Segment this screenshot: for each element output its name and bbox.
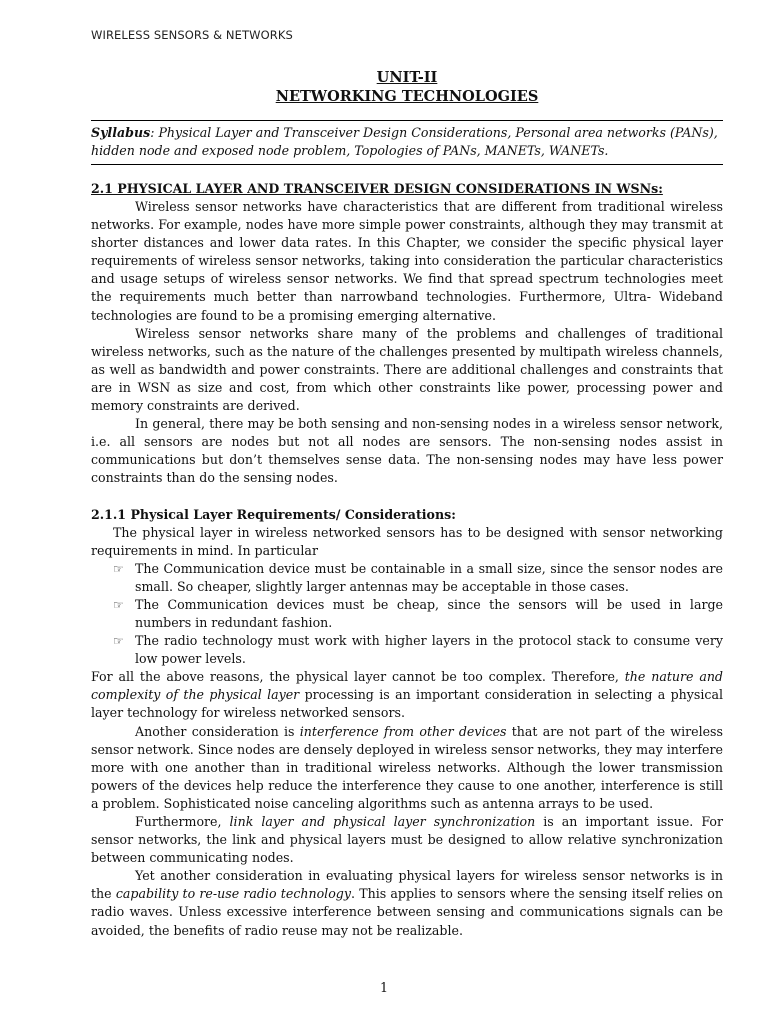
list-item: [113, 632, 723, 668]
unit-number: UNIT-II: [376, 69, 438, 86]
list-item-text: The Communication devices must be cheap, since the sensors will be used in large numbers in redundant fashion.: [135, 596, 723, 630]
paragraph: Wireless sensor networks share many of the problems and challenges of traditional wireless networks, such as the nature of the challenges presented by multipath wireless channels, as well as bandwidth and power constraints. There are additional challenges and constraints that are in WSN as size and cost, from which other constraints like power, processing power and memory constraints are derived.: [91, 325, 723, 414]
section-heading-2-1: 2.1 PHYSICAL LAYER AND TRANSCEIVER DESIGN CONSIDERATIONS IN WSNs:: [91, 181, 663, 196]
syllabus-label: Syllabus: [91, 125, 151, 140]
text-run: is an important issue. For sensor networks, the link and physical layers must be designed to allow relative synchronization between communicating nodes.: [91, 814, 723, 866]
unit-title: [91, 68, 723, 106]
paragraph: [91, 668, 723, 722]
emphasis-text: capability to re-use radio technology: [115, 886, 351, 902]
running-header: WIRELESS SENSORS & NETWORKS: [91, 28, 293, 42]
pointing-hand-icon: ☞: [113, 634, 124, 649]
pointing-hand-icon: ☞: [113, 597, 124, 612]
text-run: Yet another consideration in evaluating physical layers for wireless sensor networks is in the: [91, 868, 723, 902]
emphasis-text: the nature and complexity of the physical layer: [91, 669, 723, 703]
text-run: Another consideration is: [135, 723, 300, 739]
text-run: For all the above reasons, the physical layer cannot be too complex. Therefore,: [91, 669, 625, 685]
paragraph: The physical layer in wireless networked sensors has to be designed with sensor networking requirements in mind. In particular: [91, 524, 723, 558]
document-page: [91, 28, 723, 940]
requirements-list: [91, 560, 723, 669]
list-item-text: The Communication device must be containable in a small size, since the sensor nodes are small. So cheaper, slightly larger antennas may be acceptable in those cases.: [135, 560, 723, 594]
pointing-hand-icon: ☞: [113, 561, 124, 576]
unit-name: NETWORKING TECHNOLOGIES: [275, 88, 539, 105]
list-item: [113, 596, 723, 632]
list-item: [113, 560, 723, 596]
emphasis-text: link layer and physical layer synchronization: [229, 814, 536, 829]
paragraph: In general, there may be both sensing and non-sensing nodes in a wireless sensor network, i.e. all sensors are nodes but not all nodes are sensors. The non-sensing nodes assist in communications but don’t themselves sense data. The non-sensing nodes may have less power constraints than do the sensing nodes.: [91, 416, 723, 486]
syllabus-block: [91, 120, 723, 165]
text-run: Furthermore,: [135, 814, 230, 829]
text-run: . This applies to sensors where the sensing itself relies on radio waves. Unless excessive interference between sensing and communications signals can be avoided, the benefits of radio reuse may not be realizable.: [91, 886, 723, 938]
text-run: processing is an important consideration in selecting a physical layer technology for wireless networked sensors.: [91, 687, 723, 721]
subsection-heading-2-1-1: 2.1.1 Physical Layer Requirements/ Considerations:: [91, 506, 456, 522]
text-run: that are not part of the wireless sensor network. Since nodes are densely deployed in wireless sensor networks, they may interfere more with one another than in traditional wireless networks. Although the lower transmission powers of the devices help reduce the interference they cause to one another, interference is still a problem. Sophisticated noise canceling algorithms such as antenna arrays to be used.: [91, 723, 723, 811]
emphasis-text: interference from other devices: [299, 723, 507, 739]
paragraph: [91, 723, 723, 813]
paragraph: [91, 867, 723, 939]
paragraph: [91, 813, 723, 867]
paragraph: Wireless sensor networks have characteristics that are different from traditional wireless networks. For example, nodes have more simple power constraints, although they may transmit at shorter distances and lower data rates. In this Chapter, we consider the specific physical layer requirements of wireless sensor networks, taking into consideration the particular characteristics and usage setups of wireless sensor networks. We find that spread spectrum technologies meet the requirements much better than narrowband technologies. Furthermore, Ultra- Wideband technologies are found to be a promising emerging alternative.: [91, 199, 723, 323]
list-item-text: The radio technology must work with higher layers in the protocol stack to consume very low power levels.: [135, 633, 723, 667]
page-number: 1: [379, 980, 388, 995]
syllabus-text: : Physical Layer and Transceiver Design Considerations, Personal area networks (PANs), hidden node and exposed node problem, Topologies of PANs, MANETs, WANETs.: [91, 125, 718, 158]
